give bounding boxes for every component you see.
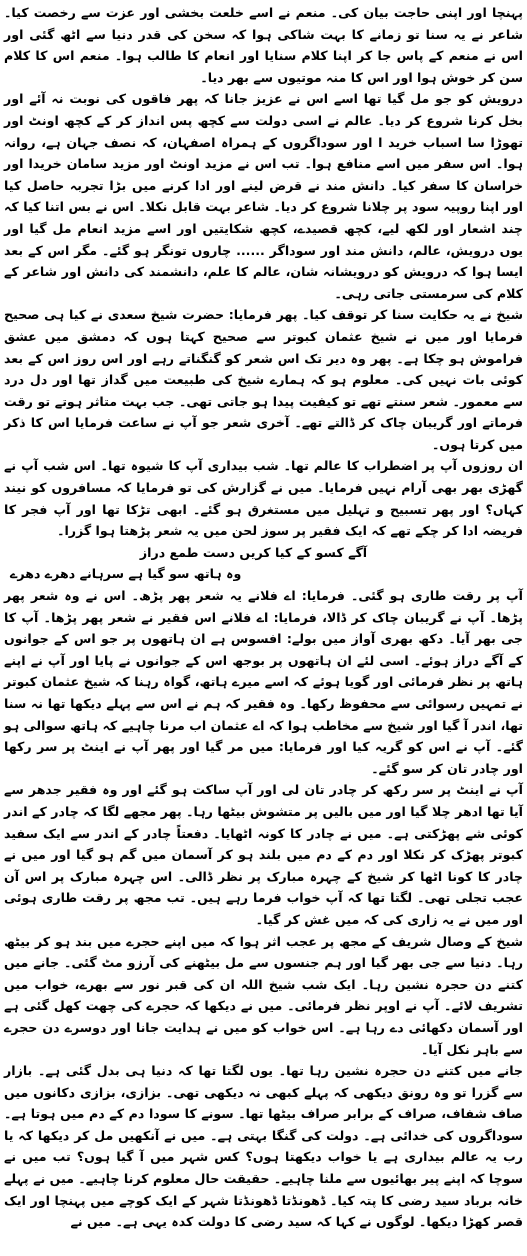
paragraph-3: شیخ نے یہ حکایت سنا کر توقف کیا۔ پھر فرمایا: حضرت شیخ سعدی نے کیا ہی صحیح فرمایا اور میں نے شیخ عثمان کبوتر سے صحیح کہتا ہوں کہ دمشق میں عشق فراموش ہو چکا ہے۔ پھر وہ دیر تک اس شعر کو گنگناتے رہے اور اس روز اس کے بعد کوئی بات نہیں کی۔ معلوم ہو کہ ہمارے شیخ کی طبیعت میں گداز تھا اور دل درد سے معمور۔ شعر سنتے تھے تو کیفیت پیدا ہو جاتی تھی۔ جب بہت متاثر ہوتے تو رقت فرماتے اور گریبان چاک کر ڈالتے تھے۔ آخری شعر جو آپ نے ساعت فرمایا اس کا ذکر میں کرتا ہوں۔ (4, 307, 523, 452)
paragraph-5: آپ پر رقت طاری ہو گئی۔ فرمایا: اے فلانے یہ شعر پھر پڑھ۔ اس نے وہ شعر پھر پڑھا۔ آپ نے گریبان چاک کر ڈالا، فرمایا: اے فلانے اس فقیر نے شعر پھر پڑھا۔ آپ کا جی بھر آیا۔ دکھ بھری آواز میں بولے: افسوس ہے ان ہاتھوں پر جو اس کے جوانوں کے آگے دراز ہوئے۔ اسی لئے ان ہاتھوں پر بوجھ اس کے جوانوں نے پایا اور آپ نے اپنے ہاتھ پر نظر فرمائی اور گویا ہوئے کہ اسے میرے ہاتھ، گواہ رہنا کہ شیخ عثمان کبوتر نے تمہیں رسوائی سے محفوظ رکھا۔ وہ فقیر کہ ہم نے اس سے پہلے دیکھا تھا نہ سنا تھا، اندر آ گیا اور شیخ سے مخاطب ہوا کہ اے عثمان اب مرنا چاہیے کہ ہاتھ سوالی ہو گئے۔ آپ نے اس کو گریہ کیا اور فرمایا: میں مر گیا اور پھر آپ نے اینٹ پر سر رکھا اور چادر تان کر سو گئے۔ (4, 588, 523, 776)
paragraph-6: آپ نے اینٹ پر سر رکھ کر چادر تان لی اور آپ ساکت ہو گئے اور وہ فقیر جدھر سے آیا تھا ادھر چلا گیا اور میں بالیں پر متشوش بیٹھا رہا۔ پھر مجھے لگا کہ چادر کے اندر کوئی شے پھڑکتی ہے۔ میں نے چادر کا کونہ اٹھایا۔ دفعتاً چادر کے اندر سے ایک سفید کبوتر پھڑک کر نکلا اور دم کے دم میں بلند ہو کر آسمان میں گم ہو گیا اور میں نے چادر کا کونا اٹھا کر شیخ کے چہرہ مبارک پر نظر ڈالی۔ اس چہرہ مبارک پر اس آن عجب تجلی تھی۔ لگتا تھا کہ آپ خواب فرما رہے ہیں۔ تب مجھ پر رقت طاری ہوئی اور میں نے یہ زاری کی کہ میں غش کر گیا۔ (4, 782, 523, 927)
paragraph-4: ان روزوں آپ پر اضطراب کا عالم تھا۔ شب بیداری آپ کا شیوہ تھا۔ اس شب آپ نے گھڑی بھر بھی آرام نہیں فرمایا۔ میں نے گزارش کی تو فرمایا کہ مسافروں کو نیند کہاں؟ اور پھر تسبیح و تہلیل میں مستغرق ہو گئے۔ ابھی تڑکا تھا اور آپ فجر کا فریضہ ادا کر چکے تھے کہ ایک فقیر پر سوز لحن میں یہ شعر پڑھتا ہوا گزرا۔ (4, 458, 523, 539)
paragraph-1: پہنچا اور اپنی حاجت بیان کی۔ منعم نے اسے خلعت بخشی اور عزت سے رخصت کیا۔ شاعر نے یہ سنا تو زمانے کا بہت شاکی ہوا کہ سخن کی قدر دنیا سے اٹھ گئی اور اس نے منعم کے پاس جا کر اپنا کلام سنایا اور انعام کا طالب ہوا۔ منعم اس کا کلام سن کر خوش ہوا اور اس کا منہ موتیوں سے بھر دیا۔ (4, 5, 523, 85)
verse-line-2: وہ ہاتھ سو گیا ہے سرہانے دھرے دھرے (10, 566, 242, 582)
paragraph-2: درویش کو جو مل گیا تھا اسے اس نے عزیز جانا کہ پھر فاقوں کی نوبت نہ آئے اور بخل کرنا شروع کر دیا۔ عالم نے اسی دولت سے کچھ پس انداز کر کے کچھ اونٹ اور تھوڑا سا اسباب خرید ا اور سوداگروں کے ہمراہ اصفہان، کہ نصف جہان ہے، روانہ ہوا۔ اس سفر میں اسے منافع ہوا۔ تب اس نے مزید اونٹ اور مزید سامان خریدا اور خراسان کا سفر کیا۔ دانش مند نے قرض لینے اور ادا کرنے میں بڑا تجربہ حاصل کیا اور اپنا روپیہ سود پر چلانا شروع کر دیا۔ شاعر بہت قابل نکلا۔ اس نے بس اتنا کیا کہ چند اشعار اور لکھ لیے، کچھ قصیدے، کچھ شکایتیں اور اسے مزید انعام مل گیا اور یوں درویش، عالم، دانش مند اور سوداگر ...... چاروں تونگر ہو گئے۔ مگر اس کے بعد ایسا ہوا کہ درویش کو درویشانہ شان، عالم کا علم، دانشمند کی دانش اور شاعر کے کلام کی سرمستی جاتی رہی۔ (4, 91, 523, 301)
paragraph-7: شیخ کے وصال شریف کے مجھ پر عجب اثر ہوا کہ میں اپنے حجرے میں بند ہو کر بیٹھ رہا۔ دنیا سے جی بھر گیا اور ہم جنسوں سے مل بیٹھنے کی آرزو مٹ گئی۔ جانے میں کتنے دن حجرہ نشین رہا۔ ایک شب شیخ اللہ ان کی قبر نور سے بھرے، خواب میں تشریف لائے۔ آپ نے اوپر نظر فرمائی۔ میں نے دیکھا کہ حجرے کی چھت کھل گئی ہے اور آسمان دکھائی دے رہا ہے۔ اس خواب کو میں نے ہدایت جانا اور دوسرے دن حجرے سے باہر نکل آیا۔ (4, 933, 523, 1057)
verse-line-1: آگے کسو کے کیا کریں دست طمع دراز (139, 544, 368, 560)
verse-couplet (4, 542, 523, 585)
paragraph-8: جانے میں کتنے دن حجرہ نشین رہا تھا۔ یوں لگتا تھا کہ دنیا ہی بدل گئی ہے۔ بازار سے گزرا تو وہ رونق دیکھی کہ پہلے کبھی نہ دیکھی تھی۔ بزازی، بزازی دکانوں میں صاف شفاف، صراف کے برابر صراف بیٹھا تھا۔ سونے کا سودا دم کے دم میں ہوتا ہے۔ سوداگروں کی خدائی ہے۔ دولت کی گنگا بہتی ہے۔ میں نے آنکھیں مل کر دیکھا کہ یا رب یہ عالم بیداری ہے یا خواب دیکھتا ہوں؟ کس شہر میں آ گیا ہوں؟ تب میں نے سوچا کہ اپنے پیر بھائیوں سے ملنا چاہیے۔ حقیقت حال معلوم کرنا چاہیے۔ میں نے پہلے خانہ برباد سید رضی کا پتہ کیا۔ ڈھونڈتا ڈھونڈتا شہر کے ایک کوچے میں پہنچا اور ایک قصر کھڑا دیکھا۔ لوگوں نے کہا کہ سید رضی کا دولت کدہ یہی ہے۔ میں نے (4, 1063, 523, 1230)
